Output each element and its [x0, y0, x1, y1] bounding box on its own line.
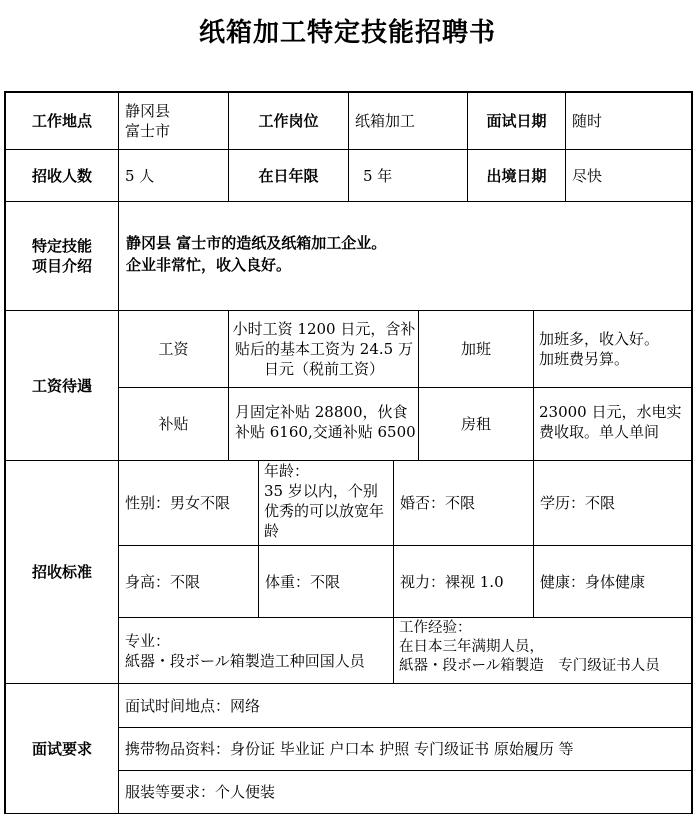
health-criterion: 健康：身体健康 — [540, 572, 646, 591]
allowance-value: 月固定补贴 28800，伙食补贴 6160,交通补贴 6500 — [235, 403, 416, 441]
gender-criterion: 性别：男女不限 — [125, 494, 231, 512]
interview-documents: 携带物品资料：身份证 毕业证 户口本 护照 专门级证书 原始履历 等 — [125, 740, 574, 758]
interview-date-label: 面试日期 — [486, 112, 547, 130]
rent-label: 房租 — [460, 415, 491, 433]
departure-value: 尽快 — [572, 166, 603, 185]
intro-text: 静冈县 富士市的造纸及纸箱加工企业。 企业非常忙，收入良好。 — [126, 234, 387, 274]
wage-label: 工资 — [158, 340, 189, 358]
interview-date-value: 随时 — [572, 112, 603, 130]
salary-label: 工资待遇 — [31, 376, 92, 395]
education-criterion: 学历：不限 — [540, 494, 616, 512]
interview-label: 面试要求 — [31, 739, 92, 758]
interview-place: 面试时间地点：网络 — [125, 696, 261, 715]
location-label: 工作地点 — [31, 112, 92, 130]
position-label: 工作岗位 — [258, 112, 319, 130]
marital-criterion: 婚否：不限 — [400, 494, 476, 512]
age-criterion: 年龄： 35 岁以内，个别优秀的可以放宽年龄 — [264, 462, 385, 540]
departure-label: 出境日期 — [486, 166, 547, 185]
page-title: 纸箱加工特定技能招聘书 — [198, 18, 496, 48]
term-value: 5 年 — [363, 166, 393, 185]
overtime-value: 加班多，收入好。 加班费另算。 — [539, 330, 660, 368]
height-criterion: 身高：不限 — [125, 572, 201, 591]
position-value: 纸箱加工 — [355, 112, 416, 130]
location-value: 静冈县 富士市 — [125, 102, 171, 140]
interview-dress: 服装等要求：个人便装 — [125, 783, 276, 801]
headcount-label: 招收人数 — [31, 166, 92, 185]
experience-criterion: 工作经验： 在日本三年满期人员， 紙器・段ボール箱製造 专门级证书人员 — [399, 620, 660, 674]
overtime-label: 加班 — [460, 340, 491, 358]
rent-value: 23000 日元，水电实费收取。单人单间 — [539, 403, 682, 441]
allowance-label: 补贴 — [158, 415, 189, 433]
wage-value: 小时工资 1200 日元，含补贴后的基本工资为 24.5 万日元（税前工资） — [232, 320, 416, 378]
table-border-right — [691, 91, 693, 814]
vision-criterion: 视力：裸视 1.0 — [400, 572, 504, 591]
criteria-label: 招收标准 — [31, 563, 92, 581]
col-divider — [228, 310, 229, 460]
major-criterion: 专业： 紙器・段ボール箱製造工种回国人员 — [125, 631, 365, 670]
headcount-value: 5 人 — [125, 166, 155, 185]
intro-label: 特定技能 项目介绍 — [31, 237, 92, 275]
table-border-bottom — [4, 813, 693, 814]
term-label: 在日年限 — [258, 166, 319, 185]
weight-criterion: 体重：不限 — [265, 572, 341, 591]
